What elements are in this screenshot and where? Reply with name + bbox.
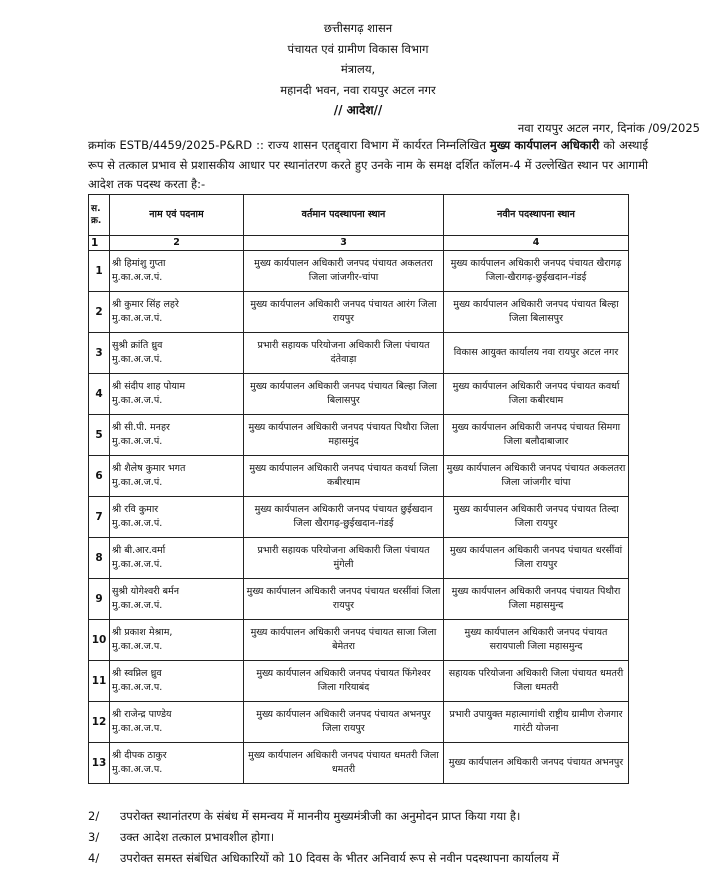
row-new-posting: विकास आयुक्त कार्यालय नवा रायपुर अटल नगर bbox=[444, 333, 629, 374]
row-current-posting: मुख्य कार्यपालन अधिकारी जनपद पंचायत पिथौरा जिला महासमुंद bbox=[244, 415, 444, 456]
officer-name: श्री सी.पी. मनहर bbox=[112, 422, 170, 433]
row-officer bbox=[110, 661, 244, 702]
row-serial: 2 bbox=[89, 292, 110, 333]
table-row bbox=[89, 292, 629, 333]
row-new-posting: सहायक परियोजना अधिकारी जिला पंचायत धमतरी जिला धमतरी bbox=[444, 661, 629, 702]
row-current-posting: मुख्य कार्यपालन अधिकारी जनपद पंचायत अकलतरा जिला जांजगीर-चांपा bbox=[244, 251, 444, 292]
point-text: उपरोक्त स्थानांतरण के संबंध में समन्वय में माननीय मुख्यमंत्रीजी का अनुमोदन प्राप्त किया गया है। bbox=[120, 809, 521, 823]
row-serial: 1 bbox=[89, 251, 110, 292]
table-row bbox=[89, 251, 629, 292]
preamble-part-1: क्रमांक ESTB/4459/2025-P&RD :: राज्य शासन एतद्द्वारा विभाग में कार्यरत निम्नलिखित bbox=[88, 138, 490, 152]
row-current-posting: प्रभारी सहायक परियोजना अधिकारी जिला पंचायत मुंगेली bbox=[244, 538, 444, 579]
officer-name: श्री प्रकाश मेश्राम, bbox=[112, 627, 173, 638]
table-row bbox=[89, 661, 629, 702]
point-text: उपरोक्त समस्त संबंधित अधिकारियों को 10 दिवस के भीतर अनिवार्य रूप से नवीन पदस्थापना कार्यालय में bbox=[120, 851, 559, 865]
officer-name: श्री स्वप्निल ध्रुव bbox=[112, 668, 162, 679]
table-row bbox=[89, 538, 629, 579]
date-line: नवा रायपुर अटल नगर, दिनांक /09/2025 bbox=[517, 121, 700, 135]
row-current-posting: मुख्य कार्यपालन अधिकारी जनपद पंचायत धरसींवां जिला रायपुर bbox=[244, 579, 444, 620]
header-new-posting: नवीन पदस्थापना स्थान bbox=[444, 195, 629, 236]
officer-designation: मु.का.अ.ज.प. bbox=[112, 682, 163, 693]
order-preamble bbox=[88, 136, 648, 195]
row-current-posting: मुख्य कार्यपालन अधिकारी जनपद पंचायत अभनपुर जिला रायपुर bbox=[244, 702, 444, 743]
officer-name: श्री दीपक ठाकुर bbox=[112, 750, 167, 761]
point-number: 4/ bbox=[88, 851, 100, 865]
order-points bbox=[88, 806, 688, 869]
table-row bbox=[89, 743, 629, 784]
row-officer bbox=[110, 374, 244, 415]
table-row bbox=[89, 579, 629, 620]
row-officer bbox=[110, 620, 244, 661]
officer-name: श्री संदीप शाह पोयाम bbox=[112, 381, 186, 392]
row-new-posting: मुख्य कार्यपालन अधिकारी जनपद पंचायत खैरागढ़ जिला-खैरागढ़-छुईखदान-गंडई bbox=[444, 251, 629, 292]
table-row bbox=[89, 374, 629, 415]
table-header-row bbox=[89, 195, 629, 236]
department-name: पंचायत एवं ग्रामीण विकास विभाग bbox=[287, 41, 429, 56]
officer-name: श्री कुमार सिंह लहरे bbox=[112, 299, 179, 310]
officer-name: सुश्री क्रांति ध्रुव bbox=[112, 340, 163, 351]
point-number: 2/ bbox=[88, 809, 100, 823]
row-serial: 4 bbox=[89, 374, 110, 415]
officer-designation: मु.का.अ.ज.पं. bbox=[112, 600, 163, 611]
officer-name: श्री बी.आर.वर्मा bbox=[112, 545, 166, 556]
row-officer bbox=[110, 538, 244, 579]
row-current-posting: मुख्य कार्यपालन अधिकारी जनपद पंचायत आरंग जिला रायपुर bbox=[244, 292, 444, 333]
officer-designation: मु.का.अ.ज.पं. bbox=[112, 313, 163, 324]
row-current-posting: मुख्य कार्यपालन अधिकारी जनपद पंचायत धमतरी जिला धमतरी bbox=[244, 743, 444, 784]
row-officer bbox=[110, 251, 244, 292]
letterhead bbox=[0, 18, 716, 121]
row-officer bbox=[110, 333, 244, 374]
row-new-posting: मुख्य कार्यपालन अधिकारी जनपद पंचायत सिमगा जिला बलौदाबाजार bbox=[444, 415, 629, 456]
preamble-part-2: को अस्थाई रूप से तत्काल प्रभाव से प्रशासकीय आधार पर स्थानांतरण करते हुए उनके नाम के समक्ष दर्शित कॉलम-4 में उल्लेखित स्थान पर आगामी आदेश तक पदस्थ करता है:- bbox=[88, 138, 649, 191]
row-new-posting: मुख्य कार्यपालन अधिकारी जनपद पंचायत बिल्हा जिला बिलासपुर bbox=[444, 292, 629, 333]
row-officer bbox=[110, 743, 244, 784]
point-item bbox=[88, 827, 688, 848]
officer-designation: मु.का.अ.ज.पं. bbox=[112, 436, 163, 447]
table-row bbox=[89, 620, 629, 661]
row-serial: 13 bbox=[89, 743, 110, 784]
row-officer bbox=[110, 415, 244, 456]
row-current-posting: मुख्य कार्यपालन अधिकारी जनपद पंचायत छुईखदान जिला खैरागढ़-छुईखदान-गंडई bbox=[244, 497, 444, 538]
row-new-posting: प्रभारी उपायुक्त महात्मागांधी राष्ट्रीय ग्रामीण रोजगार गारंटी योजना bbox=[444, 702, 629, 743]
table-row bbox=[89, 702, 629, 743]
column-number-4: 4 bbox=[444, 236, 629, 251]
officer-name: सुश्री योगेश्वरी बर्मन bbox=[112, 586, 180, 597]
column-number-row bbox=[89, 236, 629, 251]
row-serial: 9 bbox=[89, 579, 110, 620]
point-item bbox=[88, 806, 688, 827]
table-row bbox=[89, 333, 629, 374]
order-title: // आदेश// bbox=[333, 103, 383, 117]
row-serial: 5 bbox=[89, 415, 110, 456]
row-serial: 3 bbox=[89, 333, 110, 374]
row-new-posting: मुख्य कार्यपालन अधिकारी जनपद पंचायत धरसींवां जिला रायपुर bbox=[444, 538, 629, 579]
officer-designation: मु.का.अ.ज.प. bbox=[112, 764, 163, 775]
table-row bbox=[89, 497, 629, 538]
column-number-2: 2 bbox=[110, 236, 244, 251]
officer-name: श्री रवि कुमार bbox=[112, 504, 159, 515]
row-officer bbox=[110, 456, 244, 497]
point-number: 3/ bbox=[88, 830, 100, 844]
row-serial: 11 bbox=[89, 661, 110, 702]
row-serial: 12 bbox=[89, 702, 110, 743]
officer-designation: मु.का.अ.ज.पं. bbox=[112, 559, 163, 570]
government-name: छत्तीसगढ़ शासन bbox=[323, 21, 393, 35]
header-current-posting: वर्तमान पदस्थापना स्थान bbox=[244, 195, 444, 236]
officer-name: श्री राजेन्द्र पाण्डेय bbox=[112, 709, 172, 720]
officer-name: श्री हिमांशु गुप्ता bbox=[112, 258, 166, 269]
officer-designation: मु.का.अ.ज.पं. bbox=[112, 354, 163, 365]
row-new-posting: मुख्य कार्यपालन अधिकारी जनपद पंचायत अकलतरा जिला जांजगीर चांपा bbox=[444, 456, 629, 497]
officer-designation: मु.का.अ.ज.पं. bbox=[112, 272, 163, 283]
office-address: महानदी भवन, नवा रायपुर अटल नगर bbox=[280, 82, 436, 97]
row-current-posting: मुख्य कार्यपालन अधिकारी जनपद पंचायत बिल्हा जिला बिलासपुर bbox=[244, 374, 444, 415]
row-current-posting: मुख्य कार्यपालन अधिकारी जनपद पंचायत फिंगेश्वर जिला गरियाबंद bbox=[244, 661, 444, 702]
row-serial: 10 bbox=[89, 620, 110, 661]
officer-name: श्री शैलेष कुमार भगत bbox=[112, 463, 186, 474]
row-current-posting: मुख्य कार्यपालन अधिकारी जनपद पंचायत कवर्धा जिला कबीरधाम bbox=[244, 456, 444, 497]
row-officer bbox=[110, 292, 244, 333]
column-number-3: 3 bbox=[244, 236, 444, 251]
row-new-posting: मुख्य कार्यपालन अधिकारी जनपद पंचायत कवर्धा जिला कबीरधाम bbox=[444, 374, 629, 415]
officer-designation: मु.का.अ.ज.पं. bbox=[112, 395, 163, 406]
header-name: नाम एवं पदनाम bbox=[110, 195, 244, 236]
row-serial: 7 bbox=[89, 497, 110, 538]
row-current-posting: प्रभारी सहायक परियोजना अधिकारी जिला पंचायत दंतेवाड़ा bbox=[244, 333, 444, 374]
point-text: उक्त आदेश तत्काल प्रभावशील होगा। bbox=[120, 830, 275, 844]
officer-designation: मु.का.अ.ज.पं. bbox=[112, 477, 163, 488]
officer-designation: मु.का.अ.ज.प. bbox=[112, 641, 163, 652]
table-row bbox=[89, 456, 629, 497]
row-officer bbox=[110, 702, 244, 743]
transfer-table bbox=[88, 194, 629, 784]
row-current-posting: मुख्य कार्यपालन अधिकारी जनपद पंचायत साजा जिला बेमेतरा bbox=[244, 620, 444, 661]
row-new-posting: मुख्य कार्यपालन अधिकारी जनपद पंचायत सरायपाली जिला महासमुन्द bbox=[444, 620, 629, 661]
point-item bbox=[88, 848, 688, 869]
row-new-posting: मुख्य कार्यपालन अधिकारी जनपद पंचायत तिल्दा जिला रायपुर bbox=[444, 497, 629, 538]
row-serial: 6 bbox=[89, 456, 110, 497]
row-new-posting: मुख्य कार्यपालन अधिकारी जनपद पंचायत अभनपुर bbox=[444, 743, 629, 784]
row-officer bbox=[110, 497, 244, 538]
column-number-1: 1 bbox=[89, 236, 110, 251]
row-officer bbox=[110, 579, 244, 620]
row-new-posting: मुख्य कार्यपालन अधिकारी जनपद पंचायत पिथौरा जिला महासमुन्द bbox=[444, 579, 629, 620]
preamble-bold-designation: मुख्य कार्यपालन अधिकारी bbox=[489, 138, 600, 152]
header-serial: स. क्र. bbox=[89, 195, 110, 236]
ministry-name: मंत्रालय, bbox=[340, 62, 376, 76]
table-row bbox=[89, 415, 629, 456]
officer-designation: मु.का.अ.ज.प. bbox=[112, 723, 163, 734]
officer-designation: मु.का.अ.ज.पं. bbox=[112, 518, 163, 529]
row-serial: 8 bbox=[89, 538, 110, 579]
